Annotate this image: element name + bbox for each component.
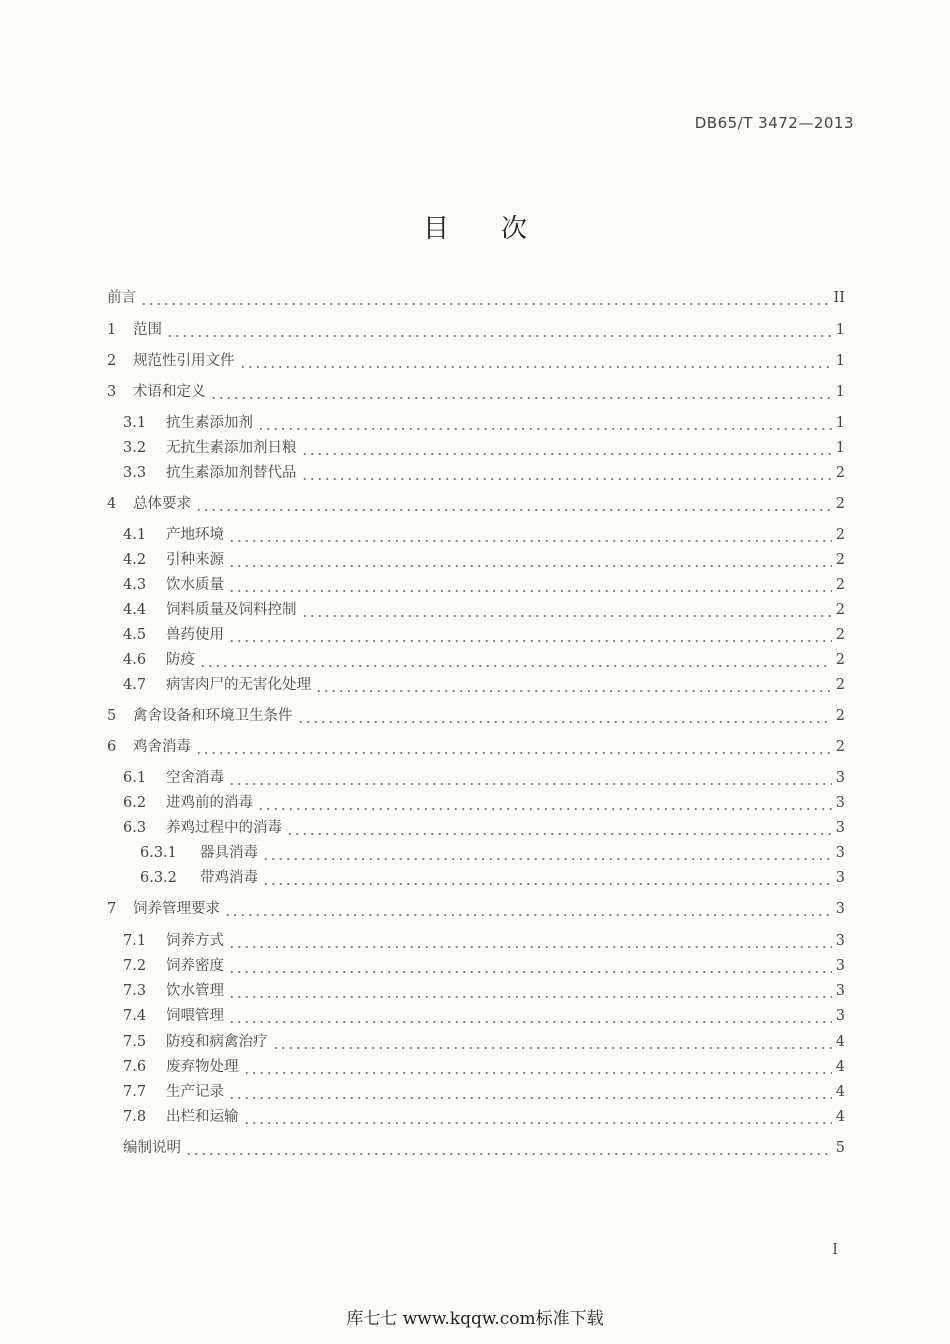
- toc-entry-number: 6.3.2: [140, 870, 177, 886]
- toc-leader-dots: [228, 930, 832, 952]
- toc-leader-dots: [210, 381, 832, 403]
- toc-entry[interactable]: [107, 1056, 845, 1078]
- toc-entry-page: 2: [835, 496, 845, 512]
- footer-watermark: 库七七 www.kqqw.com标准下载: [346, 1309, 604, 1329]
- toc-entry-number: 6.1: [123, 770, 147, 786]
- toc-entry-page: 3: [835, 795, 845, 811]
- toc-leader-dots: [195, 736, 832, 758]
- toc-leader-dots: [301, 599, 832, 621]
- toc-entry-label: 饲喂管理: [166, 1008, 224, 1024]
- toc-entry[interactable]: [107, 767, 845, 789]
- toc-entry-page: 1: [835, 415, 845, 431]
- toc-entry[interactable]: [107, 599, 845, 621]
- toc-entry-page: 3: [835, 845, 845, 861]
- toc-leader-dots: [315, 674, 832, 696]
- toc-entry-label: 兽药使用: [166, 627, 224, 643]
- toc-entry-page: 2: [835, 465, 845, 481]
- toc-entry-label: 饲养密度: [166, 958, 224, 974]
- toc-entry-number: 7: [107, 901, 117, 917]
- toc-entry-number: 3.3: [123, 465, 147, 481]
- toc-leader-dots: [140, 287, 830, 309]
- toc-entry[interactable]: [107, 1137, 845, 1159]
- toc-entry[interactable]: [107, 350, 845, 372]
- toc-entry-number: 7.8: [123, 1109, 147, 1125]
- toc-entry-number: 7.7: [123, 1084, 147, 1100]
- toc-entry-number: 6.3: [123, 820, 147, 836]
- toc-entry[interactable]: [107, 817, 845, 839]
- toc-entry-page: 3: [835, 933, 845, 949]
- toc-entry-label: 术语和定义: [133, 384, 206, 400]
- toc-entry-page: 3: [835, 901, 845, 917]
- toc-leader-dots: [243, 1056, 832, 1078]
- toc-entry-page: 2: [835, 652, 845, 668]
- toc-entry-label: 抗生素添加剂替代品: [166, 465, 297, 481]
- toc-leader-dots: [262, 867, 832, 889]
- toc-entry[interactable]: [107, 1005, 845, 1027]
- page-title: 目次: [422, 214, 579, 244]
- toc-entry-label: 器具消毒: [200, 845, 258, 861]
- toc-entry[interactable]: [107, 930, 845, 952]
- toc-entry-label: 饮水管理: [166, 983, 224, 999]
- toc-entry-label: 无抗生素添加剂日粮: [166, 440, 297, 456]
- toc-entry-label: 防疫和病禽治疗: [166, 1034, 268, 1050]
- toc-entry[interactable]: [107, 524, 845, 546]
- toc-entry-label: 出栏和运输: [166, 1109, 239, 1125]
- toc-entry-number: 3: [107, 384, 117, 400]
- toc-entry-number: 7.3: [123, 983, 147, 999]
- toc-leader-dots: [301, 437, 832, 459]
- toc-entry-page: 3: [835, 820, 845, 836]
- toc-entry-page: 4: [835, 1109, 845, 1125]
- toc-entry-page: 3: [835, 770, 845, 786]
- toc-entry-number: 7.6: [123, 1059, 147, 1075]
- toc-entry[interactable]: [107, 624, 845, 646]
- toc-entry-number: 4.7: [123, 677, 147, 693]
- toc-entry-label: 生产记录: [166, 1084, 224, 1100]
- toc-entry[interactable]: [107, 736, 845, 758]
- toc-entry[interactable]: [107, 898, 845, 920]
- toc-entry[interactable]: [107, 381, 845, 403]
- toc-entry-page: 2: [835, 627, 845, 643]
- toc-entry[interactable]: [107, 462, 845, 484]
- toc-leader-dots: [228, 574, 832, 596]
- toc-entry[interactable]: [107, 649, 845, 671]
- standard-code: DB65/T 3472—2013: [694, 114, 854, 132]
- toc-leader-dots: [185, 1137, 832, 1159]
- toc-entry-label: 带鸡消毒: [200, 870, 258, 886]
- toc-leader-dots: [272, 1031, 832, 1053]
- toc-entry-label: 防疫: [166, 652, 195, 668]
- toc-leader-dots: [286, 817, 832, 839]
- toc-entry-label: 鸡舍消毒: [133, 739, 191, 755]
- toc-entry-number: 7.1: [123, 933, 147, 949]
- toc-entry-number: 4: [107, 496, 117, 512]
- toc-entry-page: 3: [835, 1008, 845, 1024]
- toc-entry-label: 总体要求: [133, 496, 191, 512]
- toc-entry-page: 4: [835, 1084, 845, 1100]
- toc-entry-page: 2: [835, 527, 845, 543]
- toc-entry-label: 规范性引用文件: [133, 353, 235, 369]
- toc-entry-number: 6.2: [123, 795, 147, 811]
- toc-entry-number: 4.1: [123, 527, 147, 543]
- toc-entry-label: 饲料质量及饲料控制: [166, 602, 297, 618]
- toc-entry[interactable]: [107, 792, 845, 814]
- toc-leader-dots: [301, 462, 832, 484]
- toc-entry-page: 1: [835, 384, 845, 400]
- toc-entry[interactable]: [107, 549, 845, 571]
- toc-entry-label: 引种来源: [166, 552, 224, 568]
- toc-leader-dots: [243, 1106, 832, 1128]
- toc-entry[interactable]: [107, 674, 845, 696]
- page-number: I: [832, 1240, 838, 1258]
- toc-entry[interactable]: [107, 287, 845, 309]
- toc-leader-dots: [228, 1005, 832, 1027]
- toc-entry-number: 3.2: [123, 440, 147, 456]
- toc-entry-page: 2: [835, 577, 845, 593]
- toc-entry[interactable]: [107, 412, 845, 434]
- toc-entry[interactable]: [107, 1031, 845, 1053]
- toc-entry-page: 2: [835, 602, 845, 618]
- toc-entry-number: 4.3: [123, 577, 147, 593]
- toc-leader-dots: [228, 624, 832, 646]
- toc-entry-label: 产地环境: [166, 527, 224, 543]
- toc-leader-dots: [257, 412, 832, 434]
- toc-entry[interactable]: [107, 319, 845, 341]
- toc-entry[interactable]: [107, 493, 845, 515]
- toc-entry-page: 1: [835, 440, 845, 456]
- toc-leader-dots: [195, 493, 832, 515]
- toc-entry-page: 3: [835, 983, 845, 999]
- toc-entry-label: 饲养方式: [166, 933, 224, 949]
- toc-entry[interactable]: [107, 574, 845, 596]
- toc-entry-label: 病害肉尸的无害化处理: [166, 677, 311, 693]
- toc-entry-number: 4.4: [123, 602, 147, 618]
- toc-entry-label: 空舍消毒: [166, 770, 224, 786]
- toc-entry-page: 4: [835, 1059, 845, 1075]
- toc-entry[interactable]: [107, 980, 845, 1002]
- toc-entry-number: 7.2: [123, 958, 147, 974]
- toc-entry[interactable]: [107, 1106, 845, 1128]
- toc-entry-label: 前言: [107, 290, 136, 306]
- toc-entry-number: 4.2: [123, 552, 147, 568]
- toc-leader-dots: [239, 350, 832, 372]
- toc-entry-label: 饲养管理要求: [133, 901, 220, 917]
- toc-entry-number: 1: [107, 322, 117, 338]
- toc-leader-dots: [297, 705, 832, 727]
- toc-entry-number: 6: [107, 739, 117, 755]
- toc-entry-number: 5: [107, 708, 117, 724]
- toc-entry[interactable]: [107, 955, 845, 977]
- toc-entry[interactable]: [107, 1081, 845, 1103]
- toc-entry-page: 1: [835, 322, 845, 338]
- toc-entry-label: 禽舍设备和环境卫生条件: [133, 708, 293, 724]
- toc-entry-label: 编制说明: [123, 1140, 181, 1156]
- toc-entry-number: 7.4: [123, 1008, 147, 1024]
- toc-entry[interactable]: [107, 705, 845, 727]
- toc-leader-dots: [166, 319, 832, 341]
- toc-entry[interactable]: [107, 842, 845, 864]
- toc-entry-page: II: [833, 290, 845, 306]
- toc-leader-dots: [228, 549, 832, 571]
- toc-entry-number: 7.5: [123, 1034, 147, 1050]
- toc-entry-page: 2: [835, 708, 845, 724]
- toc-entry-label: 饮水质量: [166, 577, 224, 593]
- toc-leader-dots: [199, 649, 832, 671]
- toc-entry-number: 6.3.1: [140, 845, 177, 861]
- toc-entry-number: 4.5: [123, 627, 147, 643]
- toc-entry-page: 3: [835, 958, 845, 974]
- toc-leader-dots: [228, 1081, 832, 1103]
- toc-entry-page: 2: [835, 739, 845, 755]
- toc-entry-number: 3.1: [123, 415, 147, 431]
- toc-entry-page: 2: [835, 552, 845, 568]
- toc-leader-dots: [228, 980, 832, 1002]
- toc-entry-label: 废弃物处理: [166, 1059, 239, 1075]
- toc-leader-dots: [228, 767, 832, 789]
- toc-entry-label: 范围: [133, 322, 162, 338]
- toc-leader-dots: [262, 842, 832, 864]
- toc-leader-dots: [224, 898, 832, 920]
- toc-entry[interactable]: [107, 437, 845, 459]
- toc-entry-label: 养鸡过程中的消毒: [166, 820, 282, 836]
- toc-leader-dots: [228, 955, 832, 977]
- toc-leader-dots: [228, 524, 832, 546]
- toc-entry-label: 抗生素添加剂: [166, 415, 253, 431]
- toc-entry-page: 3: [835, 870, 845, 886]
- toc-entry-page: 1: [835, 353, 845, 369]
- toc-entry-page: 2: [835, 677, 845, 693]
- toc-entry-page: 4: [835, 1034, 845, 1050]
- toc-leader-dots: [257, 792, 832, 814]
- toc-entry-label: 进鸡前的消毒: [166, 795, 253, 811]
- toc-entry-number: 2: [107, 353, 117, 369]
- toc-entry-number: 4.6: [123, 652, 147, 668]
- toc-entry[interactable]: [107, 867, 845, 889]
- toc-entry-page: 5: [835, 1140, 845, 1156]
